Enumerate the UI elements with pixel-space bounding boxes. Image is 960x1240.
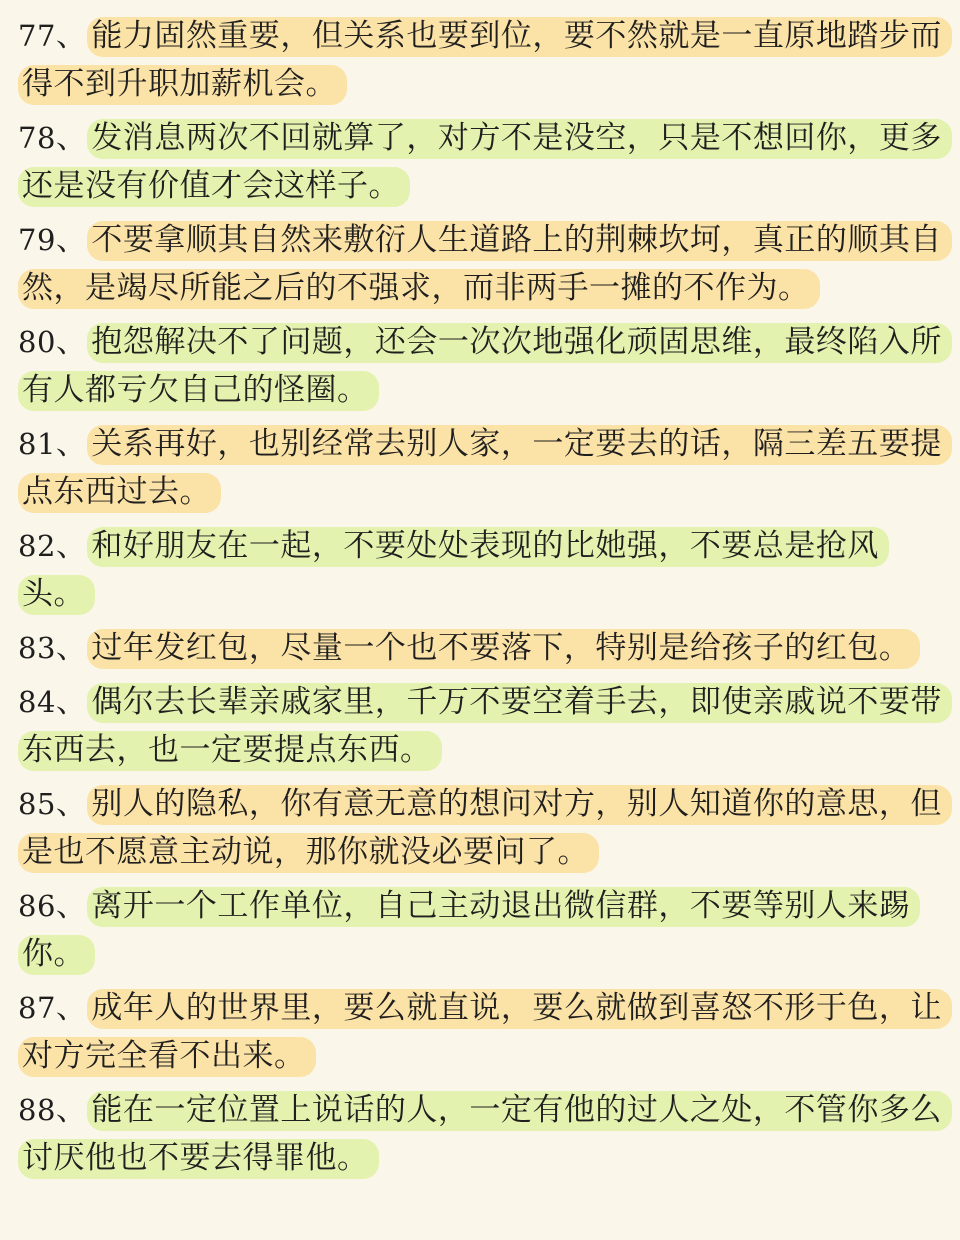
entry-83 <box>18 624 946 672</box>
entry-separator: 、 <box>55 222 88 258</box>
entry-text: 能在一定位置上说话的人，一定有他的过人之处，不管你多么讨厌他也不要去得罪他。 <box>18 1091 952 1179</box>
entry-86 <box>18 882 946 978</box>
entry-number: 79 <box>18 223 56 257</box>
entry-text: 和好朋友在一起，不要处处表现的比她强，不要总是抢风头。 <box>18 527 889 615</box>
entry-separator: 、 <box>55 324 88 360</box>
entry-separator: 、 <box>55 1092 88 1128</box>
entry-77 <box>18 12 946 108</box>
entry-number: 81 <box>18 427 56 461</box>
entry-text: 偶尔去长辈亲戚家里，千万不要空着手去，即使亲戚说不要带东西去，也一定要提点东西。 <box>18 683 952 771</box>
entry-number: 78 <box>18 121 56 155</box>
entry-number: 84 <box>18 685 56 719</box>
entry-text: 不要拿顺其自然来敷衍人生道路上的荆棘坎坷，真正的顺其自然，是竭尽所能之后的不强求，而非两手一摊的不作为。 <box>18 221 952 309</box>
entry-87 <box>18 984 946 1080</box>
entry-separator: 、 <box>55 120 88 156</box>
entry-separator: 、 <box>55 630 88 666</box>
entry-number: 86 <box>18 889 56 923</box>
entry-text: 成年人的世界里，要么就直说，要么就做到喜怒不形于色，让对方完全看不出来。 <box>18 989 952 1077</box>
entry-81 <box>18 420 946 516</box>
entry-list <box>18 12 946 1182</box>
entry-text: 关系再好，也别经常去别人家，一定要去的话，隔三差五要提点东西过去。 <box>18 425 952 513</box>
entry-separator: 、 <box>55 888 88 924</box>
entry-82 <box>18 522 946 618</box>
entry-84 <box>18 678 946 774</box>
entry-separator: 、 <box>55 528 88 564</box>
entry-80 <box>18 318 946 414</box>
entry-separator: 、 <box>55 684 88 720</box>
entry-number: 88 <box>18 1093 56 1127</box>
entry-79 <box>18 216 946 312</box>
entry-text: 别人的隐私，你有意无意的想问对方，别人知道你的意思，但是也不愿意主动说，那你就没必要问了。 <box>18 785 952 873</box>
entry-separator: 、 <box>55 990 88 1026</box>
entry-85 <box>18 780 946 876</box>
entry-number: 87 <box>18 991 56 1025</box>
entry-number: 83 <box>18 631 56 665</box>
entry-separator: 、 <box>55 426 88 462</box>
entry-separator: 、 <box>55 18 88 54</box>
entry-text: 发消息两次不回就算了，对方不是没空，只是不想回你，更多还是没有价值才会这样子。 <box>18 119 952 207</box>
entry-text: 能力固然重要，但关系也要到位，要不然就是一直原地踏步而得不到升职加薪机会。 <box>18 17 952 105</box>
entry-separator: 、 <box>55 786 88 822</box>
entry-88 <box>18 1086 946 1182</box>
entry-number: 82 <box>18 529 56 563</box>
entry-number: 85 <box>18 787 56 821</box>
entry-text: 过年发红包，尽量一个也不要落下，特别是给孩子的红包。 <box>87 629 920 669</box>
entry-text: 离开一个工作单位，自己主动退出微信群，不要等别人来踢你。 <box>18 887 920 975</box>
entry-78 <box>18 114 946 210</box>
entry-number: 77 <box>18 19 56 53</box>
entry-text: 抱怨解决不了问题，还会一次次地强化顽固思维，最终陷入所有人都亏欠自己的怪圈。 <box>18 323 952 411</box>
entry-number: 80 <box>18 325 56 359</box>
